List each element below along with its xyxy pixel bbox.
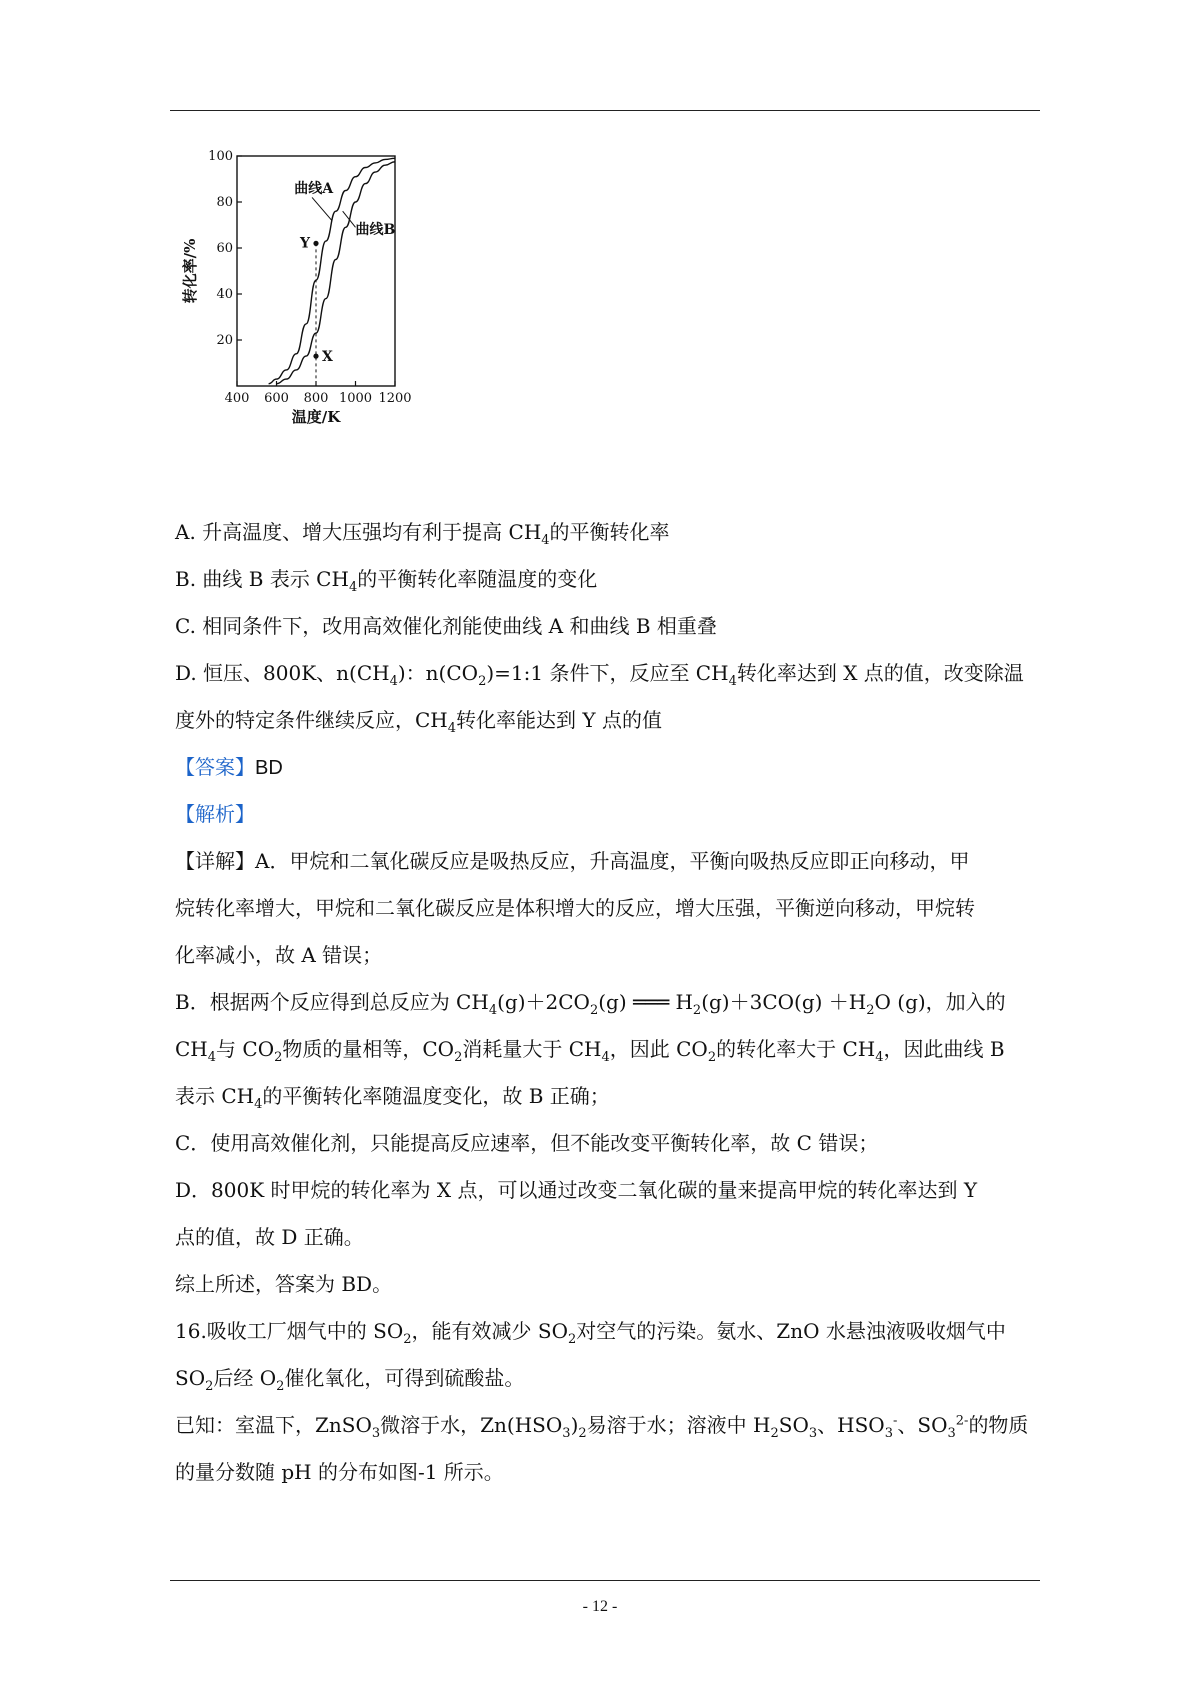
sub-4: 4 [601,1050,610,1065]
detail-c-line [175,1129,878,1157]
sub-3: 3 [371,1426,381,1441]
q16-text: 的物质 [968,1413,1029,1437]
detail-b-text: ，因此曲线 B [883,1037,1005,1061]
detail-a-line-1 [175,847,969,875]
conversion-chart [175,150,475,470]
sub-3: 3 [808,1426,818,1441]
q16-text: 催化氧化，可得到硫酸盐。 [284,1366,525,1390]
detail-a-text-3: 化率减小，故 A 错误； [175,943,383,967]
sub-4: 4 [488,1003,498,1018]
option-d-line-1 [175,659,1024,687]
x-tick-label: 400 [224,391,250,406]
x-tick-label: 800 [303,391,329,406]
summary-text: 综上所述，答案为 BD。 [175,1272,393,1296]
detail-b-text: (g) ═══ H [598,990,693,1014]
q16-text: ，能有效减少 SO [411,1319,569,1343]
sub-2: 2 [770,1426,779,1441]
detail-b-text: 与 CO [216,1037,275,1061]
detail-b-text: 物质的量相等，CO [282,1037,455,1061]
summary-line [175,1270,392,1298]
detail-a-text-2: 烷转化率增大，甲烷和二氧化碳反应是体积增大的反应，增大压强，平衡逆向移动，甲烷转 [175,896,975,920]
q16-line-1 [175,1317,1006,1345]
option-b-text-1: B. 曲线 B 表示 CH [175,567,349,591]
detail-b-text: CH [175,1037,208,1061]
detail-a-text-1: A．甲烷和二氧化碳反应是吸热反应，升高温度，平衡向吸热反应即正向移动，甲 [255,849,970,873]
q16-text: SO [175,1366,206,1390]
sub-2: 2 [866,1003,875,1018]
point-x [313,354,318,359]
answer-line [175,753,283,782]
detail-d-line-2 [175,1223,364,1251]
option-d-line-2 [175,706,662,734]
point-label-x: X [322,349,333,366]
sub-2: 2 [478,674,487,689]
detail-label: 【详解】 [175,849,255,873]
answer-value: BD [255,757,283,779]
sub-2: 2 [205,1379,214,1394]
y-tick-label: 80 [216,195,233,210]
q16-text: 微溶于水，Zn(HSO [380,1413,563,1437]
q16-line-4 [175,1458,504,1486]
sub-2: 2 [707,1050,717,1065]
q16-text: 已知：室温下，ZnSO [175,1413,372,1437]
detail-b-text: B．根据两个反应得到总反应为 CH [175,990,489,1014]
sub-2: 2 [403,1332,412,1347]
sub-4: 4 [389,674,398,689]
sub-2: 2 [276,1379,285,1394]
option-d-text-5: 度外的特定条件继续反应，CH [175,708,448,732]
footer-rule [170,1580,1040,1581]
x-axis-label: 温度/K [291,408,341,426]
detail-b-text: 的转化率大于 CH [716,1037,876,1061]
q16-text: 、SO [897,1413,948,1437]
page-number: - 12 - [582,1598,618,1615]
q16-text: 后经 O [213,1366,277,1390]
curve-b-leader [343,211,356,227]
option-a-text-2: 的平衡转化率 [549,520,670,544]
option-d-text-1: D. 恒压、800K、n(CH [175,661,390,685]
y-tick-label: 60 [216,241,233,256]
sub-4: 4 [541,533,550,548]
sub-4: 4 [254,1097,263,1112]
analysis-line [175,800,255,828]
q16-text: 的量分数随 pH 的分布如图-1 所示。 [175,1460,504,1484]
sub-4: 4 [875,1050,884,1065]
detail-b-line-3 [175,1082,610,1110]
y-tick-label: 100 [208,150,233,164]
sub-4: 4 [447,721,457,736]
sub-4: 4 [728,674,737,689]
detail-b-text: (g)＋3CO(g) ＋H [701,990,867,1014]
sub-3: 3 [947,1426,956,1441]
q16-text: SO [778,1413,809,1437]
option-a-text-1: A. 升高温度、增大压强均有利于提高 CH [175,520,542,544]
option-b [175,565,597,593]
x-tick-label: 1200 [378,391,412,406]
detail-d-text-2: 点的值，故 D 正确。 [175,1225,364,1249]
detail-d-text-1: D．800K 时甲烷的转化率为 X 点，可以通过改变二氧化碳的量来提高甲烷的转化率达到 Y [175,1178,978,1202]
point-label-y: Y [300,235,310,252]
q16-text: 、HSO [817,1413,885,1437]
q16-line-3 [175,1411,1028,1439]
sub-2: 2 [274,1050,283,1065]
analysis-label: 【解析】 [175,802,255,826]
detail-b-text: 消耗量大于 CH [462,1037,602,1061]
x-tick-label: 600 [264,391,289,406]
curve-a-label: 曲线A [294,180,334,197]
option-d-text-4: 转化率达到 X 点的值，改变除温 [736,661,1024,685]
detail-d-line-1 [175,1176,977,1204]
sub-4: 4 [207,1050,217,1065]
option-a [175,518,670,546]
detail-a-line-2 [175,894,975,922]
detail-b-line-2 [175,1035,1005,1063]
sub-2: 2 [589,1003,599,1018]
sub-3: 3 [562,1426,571,1441]
q16-text: 对空气的污染。氨水、ZnO 水悬浊液吸收烟气中 [576,1319,1006,1343]
sub-4: 4 [348,580,358,595]
q16-text: ) [570,1413,579,1437]
sup-2-minus: 2- [955,1413,969,1429]
sub-2: 2 [568,1332,577,1347]
q16-text: 16.吸收工厂烟气中的 SO [175,1319,404,1343]
option-c [175,612,717,640]
option-d-text-2: )：n(CO [397,661,479,685]
q16-line-2 [175,1364,524,1392]
detail-a-line-3 [175,941,382,969]
q16-text: 易溶于水；溶液中 H [586,1413,771,1437]
curve-b-label: 曲线B [355,222,396,239]
sup-minus: - [892,1413,898,1429]
option-b-text-2: 的平衡转化率随温度的变化 [357,567,598,591]
y-tick-label: 20 [216,333,233,348]
sub-2: 2 [578,1426,587,1441]
x-tick-label: 1000 [338,391,373,406]
detail-b-text: (g)＋2CO [497,990,590,1014]
answer-label: 【答案】 [175,755,255,779]
sub-3: 3 [884,1426,893,1441]
detail-c-text: C．使用高效催化剂，只能提高反应速率，但不能改变平衡转化率，故 C 错误； [175,1131,879,1155]
detail-b-text: 表示 CH [175,1084,255,1108]
option-d-text-3: )=1:1 条件下，反应至 CH [486,661,729,685]
y-tick-label: 40 [216,287,233,302]
detail-b-text: 的平衡转化率随温度变化，故 B 正确； [262,1084,610,1108]
detail-b-line-1 [175,988,1006,1016]
point-y [313,241,318,246]
option-d-text-6: 转化率能达到 Y 点的值 [456,708,662,732]
sub-2: 2 [692,1003,702,1018]
sub-2: 2 [454,1050,463,1065]
detail-b-text: ，因此 CO [609,1037,708,1061]
option-c-text: C. 相同条件下，改用高效催化剂能使曲线 A 和曲线 B 相重叠 [175,614,717,638]
curve-a-leader [312,197,332,220]
detail-b-text: O (g)，加入的 [874,990,1006,1014]
y-axis-label: 转化率/% [181,238,199,304]
header-rule [170,110,1040,111]
